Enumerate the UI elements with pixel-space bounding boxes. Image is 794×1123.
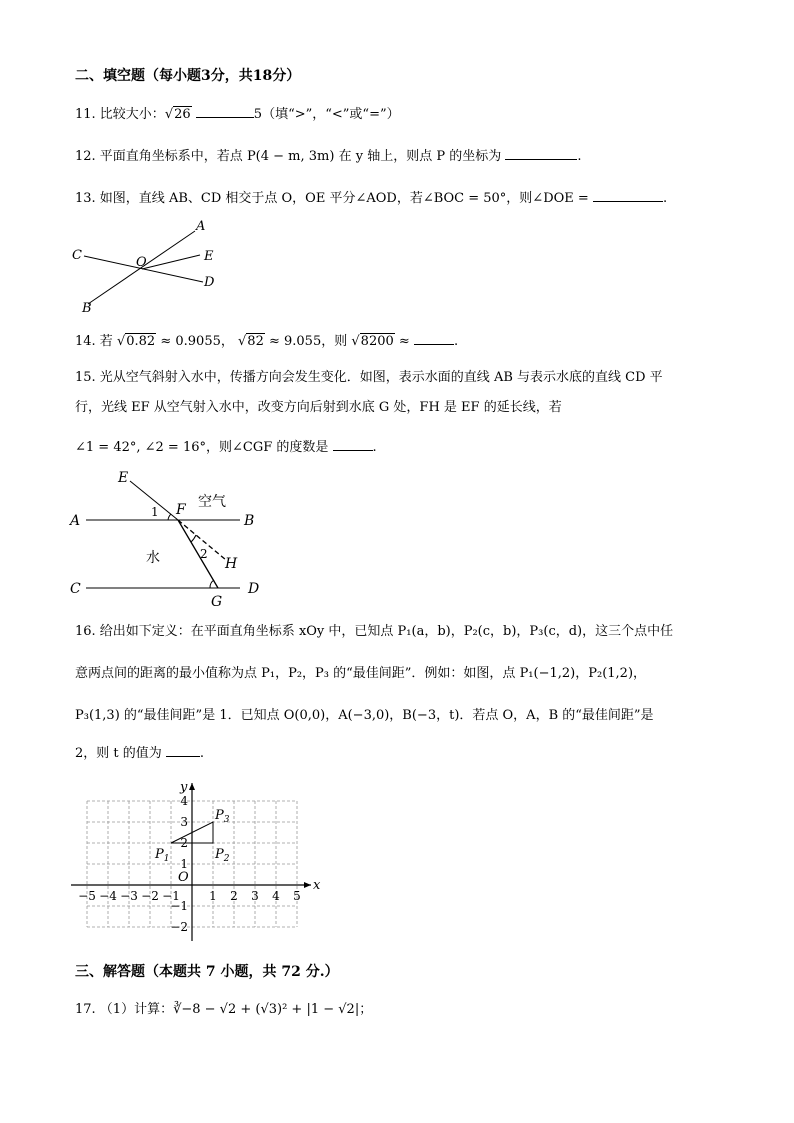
y-tick-label: −2 <box>170 920 188 934</box>
question-12: 12. 平面直角坐标系中，若点 P(4 − m, 3m) 在 y 轴上，则点 P 的坐标为 . <box>75 146 581 167</box>
x-tick-label: −1 <box>162 889 180 903</box>
label-G: G <box>211 594 223 610</box>
answer-blank-12[interactable] <box>505 146 577 160</box>
label-C: C <box>70 581 81 597</box>
angle-2-label: 2 <box>200 547 208 561</box>
x-axis-label: x <box>313 878 321 893</box>
question-15-line-3: ∠1 = 42°, ∠2 = 16°，则∠CGF 的度数是 . <box>75 437 377 458</box>
figure-13-intersecting-lines <box>70 218 230 318</box>
y-tick-label: 3 <box>180 815 188 829</box>
question-14: 14. 若 √0.82 ≈ 0.9055， √82 ≈ 9.055，则 √8200 ≈ . <box>75 331 458 352</box>
label-D: D <box>248 581 260 597</box>
y-tick-label: −1 <box>170 899 188 913</box>
label-O: O <box>136 255 147 270</box>
radical: √0.82 <box>116 334 156 349</box>
section-2-title: 二、填空题（每小题3分，共18分） <box>75 68 301 84</box>
x-tick-label: 1 <box>209 889 217 903</box>
y-tick-label: 4 <box>180 794 188 808</box>
origin-label: O <box>178 870 189 885</box>
label-H: H <box>225 556 238 572</box>
x-tick-label: 2 <box>230 889 238 903</box>
angle-1-label: 1 <box>151 505 159 519</box>
x-tick-label: −2 <box>141 889 159 903</box>
y-axis-label: y <box>180 780 188 795</box>
x-tick-label: −4 <box>99 889 117 903</box>
question-16-line-3: P₃(1,3) 的“最佳间距”是 1．已知点 O(0,0)，A(−3,0)，B(−3，t)．若点 O，A，B 的“最佳间距”是 <box>75 708 654 723</box>
question-15-line-1: 15. 光从空气斜射入水中，传播方向会发生变化．如图，表示水面的直线 AB 与表示水底的直线 CD 平 <box>75 370 663 385</box>
air-label: 空气 <box>198 494 226 510</box>
question-15-line-2: 行，光线 EF 从空气射入水中，改变方向后射到水底 G 处，FH 是 EF 的延长线，若 <box>75 400 562 415</box>
label-B: B <box>244 513 255 529</box>
question-11: 11. 比较大小：√26 5（填“>”，“<”或“=”） <box>75 104 400 125</box>
x-tick-label: 4 <box>272 889 280 903</box>
label-D: D <box>204 275 215 290</box>
section-3-title: 三、解答题（本题共 7 小题，共 72 分.） <box>75 964 339 980</box>
figure-15-refraction <box>68 468 288 610</box>
label-A: A <box>70 513 81 529</box>
question-13: 13. 如图，直线 AB、CD 相交于点 O，OE 平分∠AOD，若∠BOC = 50°，则∠DOE = . <box>75 188 667 209</box>
question-16-line-4: 2，则 t 的值为 . <box>75 743 204 764</box>
label-F: F <box>176 502 186 518</box>
question-16-line-2: 意两点间的距离的最小值称为点 P₁，P₂，P₃ 的“最佳间距”．例如：如图，点 P₁(−1,2)，P₂(1,2)， <box>75 666 647 681</box>
x-tick-label: 5 <box>293 889 301 903</box>
answer-blank-13[interactable] <box>593 188 663 202</box>
label-A: A <box>196 219 206 234</box>
x-tick-label: −5 <box>78 889 96 903</box>
radical: √82 <box>238 334 264 349</box>
label-E: E <box>118 470 129 486</box>
label-C: C <box>72 248 82 263</box>
x-tick-label: −3 <box>120 889 138 903</box>
radical: √26 <box>164 107 191 122</box>
figure-16-coordinate-grid <box>60 772 340 957</box>
point-p2-label: $P_2$ <box>215 847 230 864</box>
x-tick-label: 3 <box>251 889 259 903</box>
answer-blank-15[interactable] <box>333 437 373 451</box>
answer-blank-16[interactable] <box>166 743 200 757</box>
point-p1-label: $P_1$ <box>155 847 170 864</box>
answer-blank-14[interactable] <box>414 331 454 345</box>
x-axis-arrow <box>304 882 311 888</box>
answer-blank-11[interactable] <box>196 104 254 118</box>
label-B: B <box>82 301 92 316</box>
y-tick-label: 2 <box>180 836 188 850</box>
y-tick-label: 1 <box>180 857 188 871</box>
question-16-line-1: 16. 给出如下定义：在平面直角坐标系 xOy 中，已知点 P₁(a，b)，P₂(c，b)，P₃(c，d)，这三个点中任 <box>75 624 674 639</box>
expression: ∛−8 − √2 + (√3)² + |1 − √2|； <box>173 1002 373 1017</box>
question-17: 17. （1）计算：∛−8 − √2 + (√3)² + |1 − √2|； <box>75 1002 373 1017</box>
point-p3-label: $P_3$ <box>215 808 230 825</box>
y-axis-arrow <box>189 783 195 790</box>
label-E: E <box>204 249 214 264</box>
radical: √8200 <box>351 334 394 349</box>
water-label: 水 <box>146 550 160 566</box>
